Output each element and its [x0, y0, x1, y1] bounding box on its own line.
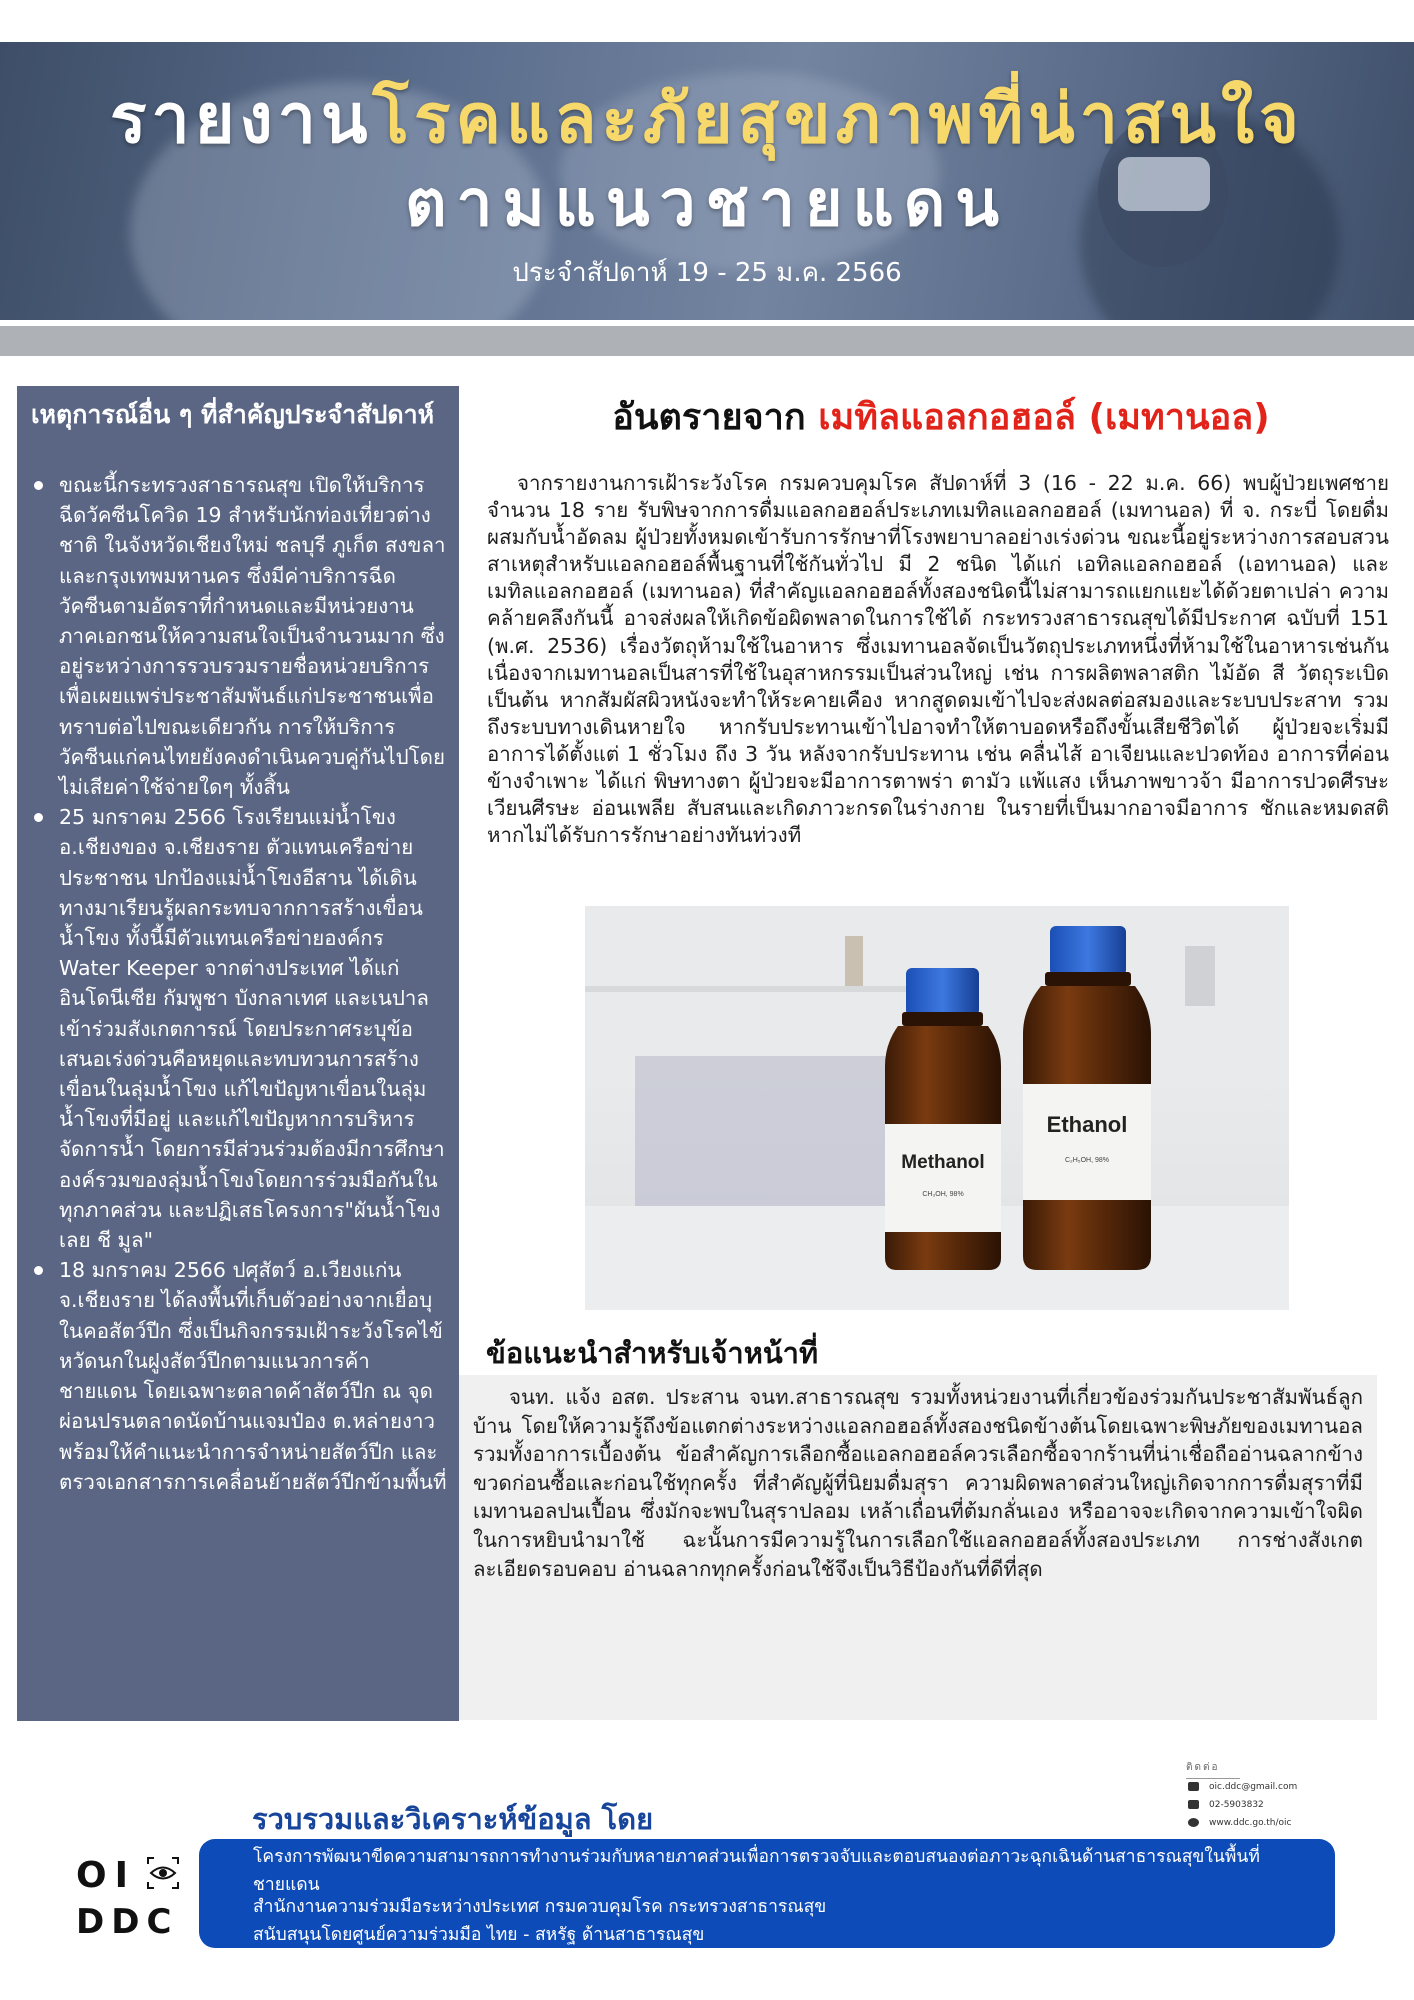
- mail-icon: [1188, 1782, 1199, 1791]
- footer-support: สนับสนุนโดยศูนย์ความร่วมมือ ไทย - สหรัฐ ด้านสาธารณสุข: [253, 1925, 705, 1945]
- recommendation-box: [459, 1375, 1377, 1720]
- background-bottle: [1185, 946, 1215, 1006]
- article-title-highlight: เมทิลแอลกอฮอล์ (เมทานอล): [818, 397, 1270, 438]
- methanol-formula-text: CH₃OH, 98%: [922, 1191, 964, 1198]
- recommendation-body: จนท. แจ้ง อสต. ประสาน จนท.สาธารณสุข รวมทั้งหน่วยงานที่เกี่ยวข้องร่วมกันประชาสัมพันธ์ลูกบ้าน โดยให้ความรู้ถึงข้อแตกต่างระหว่างแอลกอฮอล์ทั้งสองชนิดข้างต้นโดยเฉพาะพิษภัยของเมทานอล รวมทั้งอาการเบื้องต้น ข้อสำคัญการเลือกซื้อแอลกอฮอล์ควรเลือกซื้อจากร้านที่น่าเชื่อถืออ่านฉลากข้างขวดก่อนซื้อและก่อนใช้ทุกครั้ง ที่สำคัญผู้ที่นิยมดื่มสุรา ความผิดพลาดส่วนใหญ่เกิดจากการดื่มสุราที่มีเมทานอลปนเปื้อน ซึ่งมักจะพบในสุราปลอม เหล้าเถื่อนที่ต้มกลั่นเอง หรืออาจจะเกิดจากความเข้าใจผิดในการหยิบนำมาใช้ ฉะนั้นการมีความรู้ในการเลือกใช้แอลกอฮอล์ทั้งสองประเภท การช่างสังเกต ละเอียดรอบคอบ อ่านฉลากทุกครั้งก่อนใช้จึงเป็นวิธีป้องกันที่ดีที่สุด: [473, 1385, 1363, 1581]
- ethanol-cap: [1050, 926, 1126, 976]
- sidebar-event-item: 18 มกราคม 2566 ปศุสัตว์ อ.เวียงแก่น จ.เชียงราย ได้ลงพื้นที่เก็บตัวอย่างจากเยื่อบุในคอสัตว์ปีก ซึ่งเป็นกิจกรรมเฝ้าระวังโรคไข้หวัดนกในฝูงสัตว์ปีกตามแนวการค้าชายแดน โดยเฉพาะตลาดค้าสัตว์ปีก ณ จุดผ่อนปรนตลาดนัดบ้านแจมป๋อง ต.หล่ายงาวพร้อมให้คำแนะนำการจำหน่ายสัตว์ปีก และตรวจเอกสารการเคลื่อนย้ายสัตว์ปีกข้ามพื้นที่: [59, 1255, 447, 1497]
- contact-email[interactable]: [1188, 1782, 1297, 1792]
- contact-email-text: oic.ddc@gmail.com: [1209, 1782, 1298, 1792]
- footer-office: สำนักงานความร่วมมือระหว่างประเทศ กรมควบคุมโรค กระทรวงสาธารณสุข: [253, 1897, 827, 1917]
- contact-phone-text: 02-5903832: [1209, 1800, 1264, 1810]
- report-week: ประจำสัปดาห์ 19 - 25 ม.ค. 2566: [512, 258, 902, 288]
- logo-oi-text: OI: [76, 1855, 136, 1896]
- sidebar-other-events: [17, 386, 459, 1721]
- header-divider: [0, 326, 1414, 356]
- ethanol-label-text: Ethanol: [1046, 1112, 1128, 1137]
- methanol-label-text: Methanol: [901, 1152, 985, 1173]
- phone-icon: [1188, 1800, 1199, 1809]
- methanol-cap: [906, 968, 979, 1016]
- methanol-label: [885, 1124, 1001, 1232]
- sidebar-event-list: [17, 470, 447, 1497]
- contact-label: ติดต่อ: [1186, 1762, 1220, 1773]
- article-title: [468, 388, 1414, 445]
- contact-website-text: www.ddc.go.th/oic: [1209, 1818, 1292, 1828]
- recommendation-title: ข้อแนะนำสำหรับเจ้าหน้าที่: [486, 1336, 819, 1370]
- bottles-illustration: [585, 906, 1289, 1310]
- logo-ddc-text: DDC: [76, 1902, 179, 1942]
- background-cabinet: [635, 1056, 895, 1206]
- methanol-ethanol-photo: [585, 906, 1289, 1310]
- background-shelf: [585, 986, 915, 992]
- sidebar-event-item: 25 มกราคม 2566 โรงเรียนแม่น้ำโขง อ.เชียงของ จ.เชียงราย ตัวแทนเครือข่ายประชาชน ปกป้องแม่น้ำโขงอีสาน ได้เดินทางมาเรียนรู้ผลกระทบจากการสร้างเขื่อนน้ำโขง ทั้งนี้มีตัวแทนเครือข่ายองค์กร Water Keeper จากต่างประเทศ ได้แก่ อินโดนีเซีย กัมพูชา บังกลาเทศ และเนปาลเข้าร่วมสังเกตการณ์ โดยประกาศระบุข้อเสนอเร่งด่วนคือหยุดและทบทวนการสร้างเขื่อนในลุ่มน้ำโขง แก้ไขปัญหาเขื่อนในลุ่มน้ำโขงที่มีอยู่ และแก้ไขปัญหาการบริหารจัดการน้ำ โดยการมีส่วนร่วมต้องมีการศึกษาองค์รวมของลุ่มน้ำโขงโดยการร่วมมือกันในทุกภาคส่วน และปฏิเสธโครงการ"ผันน้ำโขง เลย ชี มูล": [59, 802, 447, 1255]
- footer-info-box: [199, 1839, 1335, 1948]
- footer-project: โครงการพัฒนาขีดความสามารถการทำงานร่วมกับหลายภาคส่วนเพื่อการตรวจจับและตอบสนองต่อภาวะฉุกเฉินด้านสาธารณสุขในพื้นที่ชายแดน: [253, 1847, 1260, 1895]
- contact-divider: [1186, 1778, 1240, 1779]
- background-bottle: [845, 936, 863, 986]
- contact-website[interactable]: [1188, 1818, 1292, 1828]
- report-subtitle: ตามแนวชายแดน: [404, 167, 1010, 241]
- ethanol-label: [1023, 1084, 1151, 1200]
- article-title-prefix: อันตรายจาก: [612, 397, 806, 438]
- article-body: จากรายงานการเฝ้าระวังโรค กรมควบคุมโรค สัปดาห์ที่ 3 (16 - 22 ม.ค. 66) พบผู้ป่วยเพศชาย จำนวน 18 ราย รับพิษจากการดื่มแอลกอฮอล์ประเภทเมทิลแอลกอฮอล์ (เมทานอล) ที่ จ. กระบี่ โดยดื่มผสมกับน้ำอัดลม ผู้ป่วยทั้งหมดเข้ารับการรักษาที่โรงพยาบาลอย่างเร่งด่วน ขณะนี้อยู่ระหว่างการสอบสวนสาเหตุสำหรับแอลกอฮอล์พื้นฐานที่ใช้กันทั่วไป มี 2 ชนิด ได้แก่ เอทิลแอลกอฮอล์ (เอทานอล) และเมทิลแอลกอฮอล์ (เมทานอล) ที่สำคัญแอลกอฮอล์ทั้งสองชนิดนี้ไม่สามารถแยกแยะได้ด้วยตาเปล่า ความคล้ายคลึงกันนี้ อาจส่งผลให้เกิดข้อผิดพลาดในการใช้ได้ กระทรวงสาธารณสุขได้มีประกาศ ฉบับที่ 151 (พ.ศ. 2536) เรื่องวัตถุห้ามใช้ในอาหาร ซึ่งเมทานอลจัดเป็นวัตถุประเภทหนึ่งที่ห้ามใช้ในอาหารเช่นกัน เนื่องจากเมทานอลเป็นสารที่ใช้ในอุสาหกรรมเป็นส่วนใหญ่ เช่น การผลิตพลาสติก ไม้อัด สี วัตถุระเบิดเป็นต้น หากสัมผัสผิวหนังจะทำให้ระคายเคือง หากสูดดมเข้าไปจะส่งผลต่อสมองและระบบประสาท รวมถึงระบบทางเดินหายใจ หากรับประทานเข้าไปอาจทำให้ตาบอดหรือถึงขั้นเสียชีวิตได้ ผู้ป่วยจะเริ่มมีอาการได้ตั้งแต่ 1 ชั่วโมง ถึง 3 วัน หลังจากรับประทาน เช่น คลื่นไส้ อาเจียนและปวดท้อง อาการที่ค่อนข้างจำเพาะ ได้แก่ พิษทางตา ผู้ป่วยจะมีอาการตาพร่า ตามัว แพ้แสง เห็นภาพขาวจ้า มีอาการปวดศีรษะ เวียนศีรษะ อ่อนเพลีย สับสนและเกิดภาวะกรดในร่างกาย ในรายที่เป็นมากอาจมีอาการ ชักและหมดสติ หากไม่ได้รับการรักษาอย่างทันท่วงที: [487, 471, 1389, 848]
- collected-by-heading: รวบรวมและวิเคราะห์ข้อมูล โดย: [252, 1802, 654, 1836]
- globe-icon: [1188, 1818, 1199, 1827]
- report-title-part2: โรคและภัยสุขภาพที่น่าสนใจ: [372, 80, 1304, 159]
- ethanol-formula-text: C₂H₅OH, 98%: [1064, 1157, 1110, 1164]
- eye-icon: [146, 1856, 180, 1890]
- sidebar-heading: เหตุการณ์อื่น ๆ ที่สำคัญประจำสัปดาห์: [31, 400, 435, 429]
- report-title-part1: รายงาน: [110, 80, 373, 159]
- contact-phone[interactable]: [1188, 1800, 1264, 1810]
- sidebar-event-item: ขณะนี้กระทรวงสาธารณสุข เปิดให้บริการฉีดวัคซีนโควิด 19 สำหรับนักท่องเที่ยวต่างชาติ ในจังหวัดเชียงใหม่ ชลบุรี ภูเก็ต สงขลาและกรุงเทพมหานคร ซึ่งมีค่าบริการฉีดวัคซีนตามอัตราที่กำหนดและมีหน่วยงานภาคเอกชนให้ความสนใจเป็นจำนวนมาก ซึ่งอยู่ระหว่างการรวบรวมรายชื่อหน่วยบริการเพื่อเผยแพร่ประชาสัมพันธ์แก่ประชาชนเพื่อทราบต่อไปขณะเดียวกัน การให้บริการวัคซีนแก่คนไทยยังคงดำเนินควบคู่กันไปโดยไม่เสียค่าใช้จ่ายใดๆ ทั้งสิ้น: [59, 470, 447, 802]
